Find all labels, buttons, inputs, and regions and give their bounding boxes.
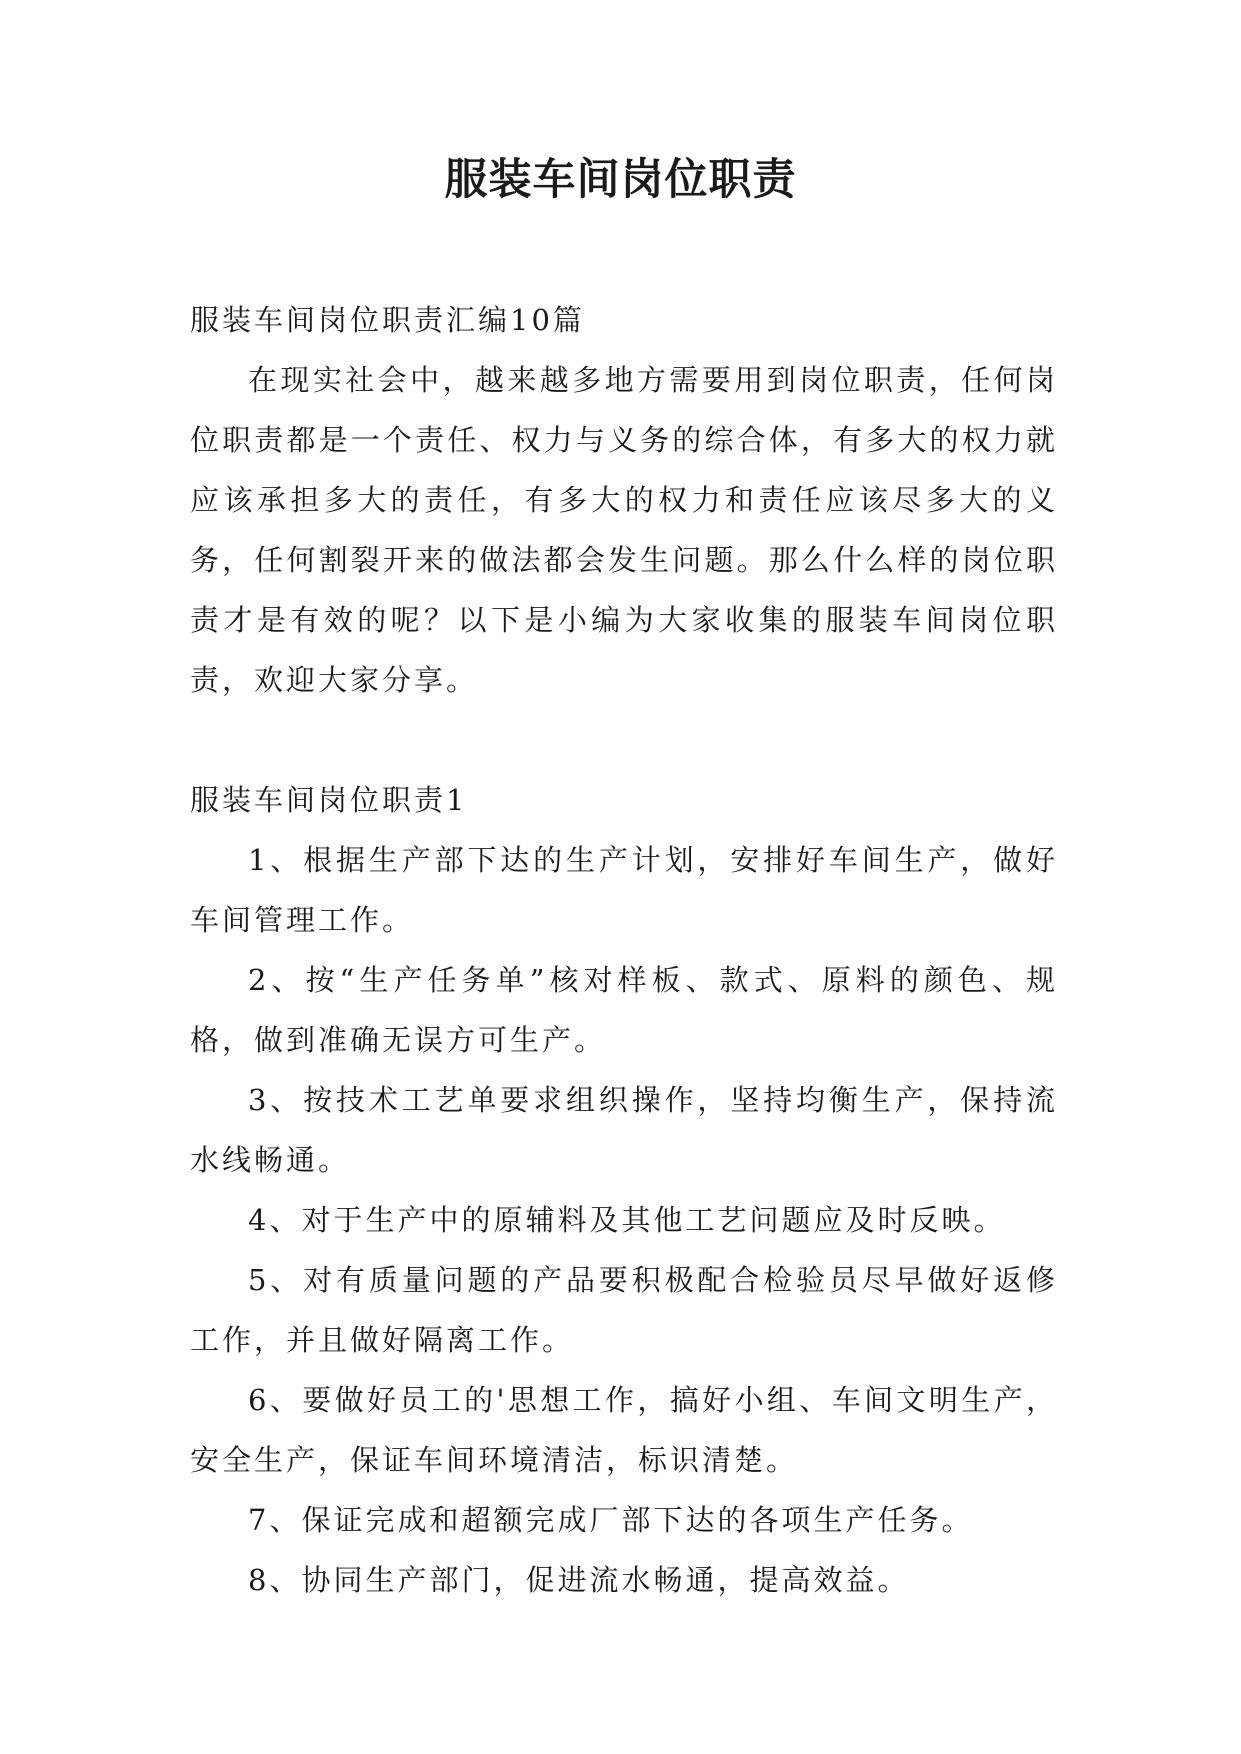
- duty-item-7: 7、保证完成和超额完成厂部下达的各项生产任务。: [248, 1503, 974, 1537]
- duty-item-3: 3、按技术工艺单要求组织操作，坚持均衡生产，保持流水线畅通。: [190, 1083, 1058, 1177]
- document-title: 服装车间岗位职责: [444, 155, 797, 205]
- document-body: [190, 290, 1058, 1610]
- duty-item-6: 6、要做好员工的'思想工作，搞好小组、车间文明生产，安全生产，保证车间环境清洁，标识清楚。: [190, 1383, 1058, 1477]
- duty-item-8: 8、协同生产部门，促进流水畅通，提高效益。: [248, 1563, 910, 1597]
- section-heading: 服装车间岗位职责1: [190, 783, 468, 817]
- document-subtitle: 服装车间岗位职责汇编10篇: [190, 303, 585, 337]
- duty-item-1: 1、根据生产部下达的生产计划，安排好车间生产，做好车间管理工作。: [190, 843, 1058, 937]
- duty-item-2: 2、按“生产任务单”核对样板、款式、原料的颜色、规格，做到准确无误方可生产。: [190, 963, 1058, 1057]
- duty-item-4: 4、对于生产中的原辅料及其他工艺问题应及时反映。: [248, 1203, 1006, 1237]
- intro-paragraph: 在现实社会中，越来越多地方需要用到岗位职责，任何岗位职责都是一个责任、权力与义务的综合体，有多大的权力就应该承担多大的责任，有多大的权力和责任应该尽多大的义务，任何割裂开来的做法都会发生问题。那么什么样的岗位职责才是有效的呢？以下是小编为大家收集的服装车间岗位职责，欢迎大家分享。: [190, 363, 1058, 697]
- duty-item-5: 5、对有质量问题的产品要积极配合检验员尽早做好返修工作，并且做好隔离工作。: [190, 1263, 1058, 1357]
